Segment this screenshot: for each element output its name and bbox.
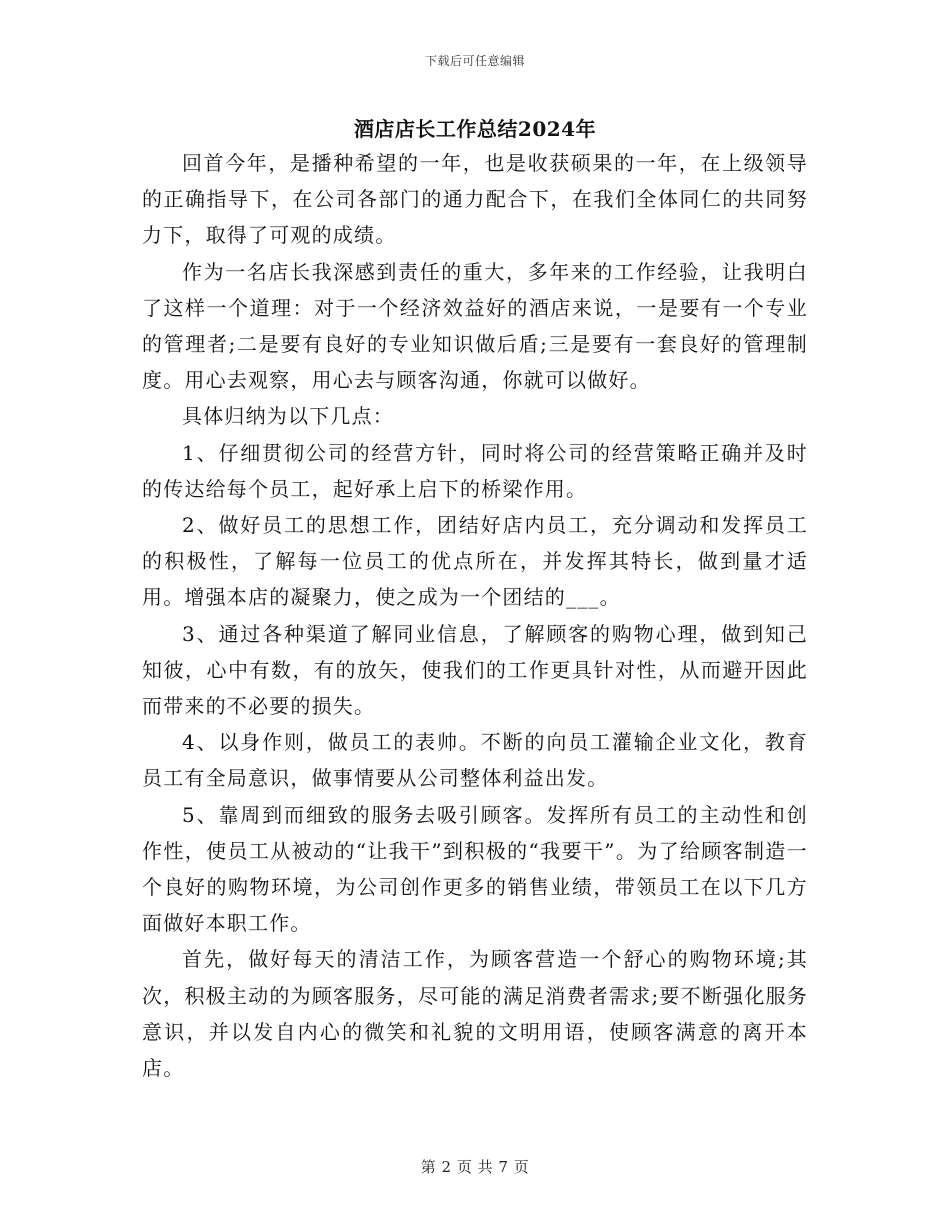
paragraph-point-3: 3、通过各种渠道了解同业信息，了解顾客的购物心理，做到知己知彼，心中有数，有的放矢，使我们的工作更具针对性，从而避开因此而带来的不必要的损失。 xyxy=(142,621,808,719)
document-body xyxy=(142,145,808,1086)
page-number-footer: 第 2 页 共 7 页 xyxy=(420,1158,530,1176)
paragraph-point-1: 1、仔细贯彻公司的经营方针，同时将公司的经营策略正确并及时的传达给每个员工，起好承上启下的桥梁作用。 xyxy=(142,440,808,501)
paragraph-summary-lead: 具体归纳为以下几点： xyxy=(182,404,394,429)
paragraph-point-5: 5、靠周到而细致的服务去吸引顾客。发挥所有员工的主动性和创作性，使员工从被动的“让我干”到积极的“我要干”。为了给顾客制造一个良好的购物环境，为公司创作更多的销售业绩，带领员工在以下几方面做好本职工作。 xyxy=(142,802,808,936)
document-title: 酒店店长工作总结2024年 xyxy=(353,117,597,141)
header-note: 下载后可任意编辑 xyxy=(424,54,525,68)
paragraph-point-2: 2、做好员工的思想工作，团结好店内员工，充分调动和发挥员工的积极性，了解每一位员工的优点所在，并发挥其特长，做到量才适用。增强本店的凝聚力，使之成为一个团结的___。 xyxy=(142,513,808,610)
paragraph-responsibility: 作为一名店长我深感到责任的重大，多年来的工作经验，让我明白了这样一个道理：对于一个经济效益好的酒店来说，一是要有一个专业的管理者;二是要有良好的专业知识做后盾;三是要有一套良好的管理制度。用心去观察，用心去与顾客沟通，你就可以做好。 xyxy=(142,259,808,393)
paragraph-first-second: 首先，做好每天的清洁工作，为顾客营造一个舒心的购物环境;其次，积极主动的为顾客服务，尽可能的满足消费者需求;要不断强化服务意识，并以发自内心的微笑和礼貌的文明用语，使顾客满意的离开本店。 xyxy=(142,947,808,1081)
paragraph-intro: 回首今年，是播种希望的一年，也是收获硕果的一年，在上级领导的正确指导下，在公司各部门的通力配合下，在我们全体同仁的共同努力下，取得了可观的成绩。 xyxy=(142,151,808,248)
paragraph-point-4: 4、以身作则，做员工的表帅。不断的向员工灌输企业文化，教育员工有全局意识，做事情要从公司整体利益出发。 xyxy=(142,730,808,791)
